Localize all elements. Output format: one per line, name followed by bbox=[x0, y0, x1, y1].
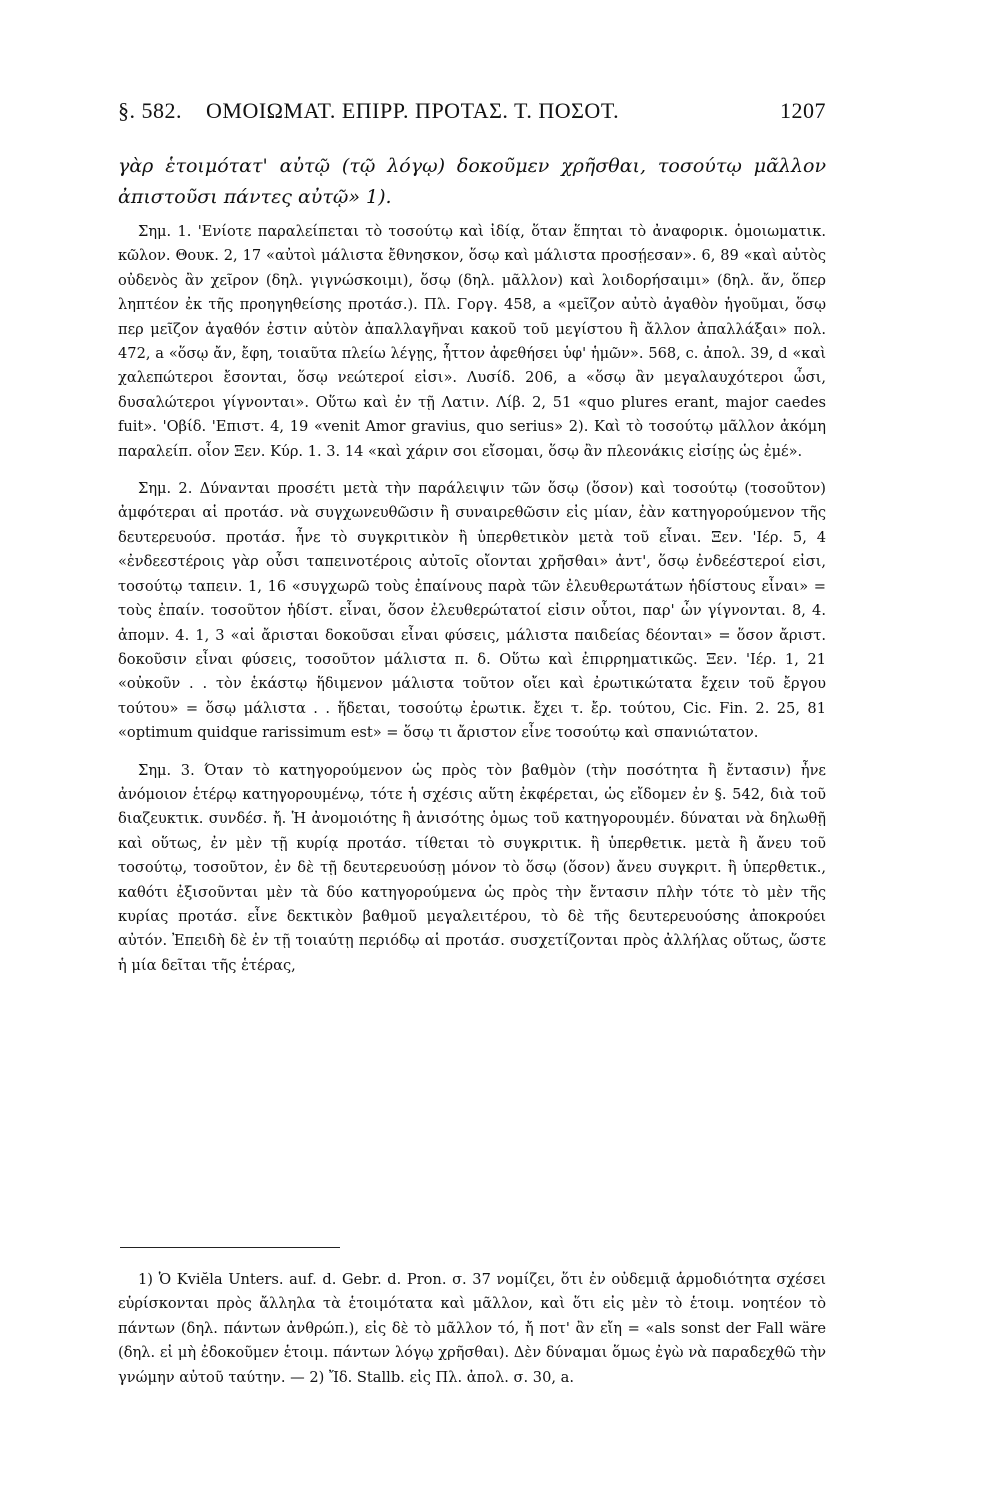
running-title: ΟΜΟΙΩΜΑΤ. ΕΠΙΡΡ. ΠΡΟΤΑΣ. Τ. ΠΟΣΟΤ. bbox=[206, 98, 620, 123]
remark-1: Σημ. 1. 'Ενίοτε παραλείπεται τὸ τοσούτῳ καὶ ἰδίᾳ, ὅταν ἕπηται τὸ ἀναφορικ. ὁμοιωματικ. κῶλον. Θουκ. 2, 17 «αὐτοὶ μάλιστα ἔθνησκον, ὅσῳ καὶ μάλιστα προσῄεσαν». 6, 89 «καὶ αὐτὸς οὐδενὸς ἂν χεῖρον (δηλ. γιγνώσκοιμι), ὅσῳ (δηλ. μᾶλλον) καὶ λοιδορήσαιμι» (δηλ. ἄν, ὅπερ ληπτέον ἐκ τῆς προηγηθείσης προτάσ.). Πλ. Γοργ. 458, a «μεῖζον αὐτὸ ἀγαθὸν ἡγοῦμαι, ὅσῳ περ μεῖζον ἀγαθόν ἐστιν αὐτὸν ἀπαλλαγῆναι κακοῦ τοῦ μεγίστου ἢ ἄλλον ἀπαλλάξαι» πολ. 472, a «ὅσῳ ἄν, ἔφη, τοιαῦτα πλείω λέγῃς, ἧττον ἀφεθήσει ὑφ' ἡμῶν». 568, c. ἀπολ. 39, d «καὶ χαλεπώτεροι ἔσονται, ὅσῳ νεώτεροί εἰσι». Λυσίδ. 206, a «ὅσῳ ἂν μεγαλαυχότεροι ὦσι, δυσαλώτεροι γίγνονται». Οὕτω καὶ ἐν τῇ Λατιν. Λίβ. 2, 51 «quo plures erant, major caedes fuit». 'Οβίδ. 'Επιστ. 4, 19 «venit Amor gravius, quo serius» 2). Καὶ τὸ τοσούτῳ μᾶλλον ἀκόμη παραλείπ. οἷον Ξεν. Κύρ. 1. 3. 14 «καὶ χάριν σοι εἴσομαι, ὅσῳ ἂν πλεονάκις εἰσίῃς ὡς ἐμέ». bbox=[118, 223, 826, 460]
remark-3: Σημ. 3. Όταν τὸ κατηγορούμενον ὡς πρὸς τὸν βαθμὸν (τὴν ποσότητα ἢ ἔντασιν) ἦνε ἀνόμοιον ἑτέρῳ κατηγορουμένῳ, τότε ἡ σχέσις αὕτη ἐκφέρεται, ὡς εἴδομεν ἐν §. 542, διὰ τοῦ διαζευκτικ. συνδέσ. ἤ. Ἡ ἀνομοιότης ἢ ἀνισότης ὁμως τοῦ κατηγορουμέν. δύναται νὰ δηλωθῇ καὶ οὕτως, ἐν μὲν τῇ κυρίᾳ προτάσ. τίθεται τὸ συγκριτικ. ἢ ὑπερθετικ. μετὰ ἢ ἄνευ τοῦ τοσούτῳ, τοσοῦτον, ἐν δὲ τῇ δευτερευούσῃ μόνον τὸ ὅσῳ (ὅσον) ἄνευ συγκριτ. ἢ ὑπερθετικ., καθότι ἐξισοῦνται μὲν τὰ δύο κατηγορούμενα ὡς πρὸς τὴν ἔντασιν πλὴν τότε τὸ μὲν τῆς κυρίας προτάσ. εἶνε δεκτικὸν βαθμοῦ μεγαλειτέρου, τὸ δὲ τῆς δευτερευούσης ἀποκρούει αὐτόν. Ἐπειδὴ δὲ ἐν τῇ τοιαύτῃ περιόδῳ αἱ προτάσ. συσχετίζονται πρὸς ἀλλήλας οὕτως, ὥστε ἡ μία δεῖται τῆς ἑτέρας, bbox=[118, 761, 826, 974]
footnotes: 1) Ὁ Kviĕla Unters. auf. d. Gebr. d. Pron. σ. 37 νομίζει, ὅτι ἐν οὐδεμιᾷ ἁρμοδιότητα σχέσει εὑρίσκονται πρὸς ἄλληλα τὰ ἑτοιμότατα καὶ μᾶλλον, καὶ ὅτι εἰς μὲν τὸ ἑτοιμ. νοητέον τὸ πάντων (δηλ. πάντων ἀνθρώπ.), εἰς δὲ τὸ μᾶλλον τό, ἤ ποτ' ἂν εἴη = «als sonst der Fall wäre (δηλ. εἰ μὴ ἐδοκοῦμεν ἑτοιμ. πάντων λόγῳ χρῆσθαι). Δὲν δύναμαι ὅμως ἐγὼ νὰ παραδεχθῶ τὴν γνώμην αὐτοῦ ταύτην. — 2) Ἴδ. Stallb. εἰς Πλ. ἀπολ. σ. 30, a. bbox=[118, 1271, 826, 1386]
section-number: §. 582. bbox=[118, 98, 182, 123]
main-text bbox=[118, 151, 826, 991]
remark-2: Σημ. 2. Δύνανται προσέτι μετὰ τὴν παράλειψιν τῶν ὅσῳ (ὅσον) καὶ τοσούτῳ (τοσοῦτον) ἀμφότεραι αἱ προτάσ. νὰ συγχωνευθῶσιν ἢ συναιρεθῶσιν εἰς μίαν, ἐὰν κατηγορούμενον τῆς δευτερευούσ. προτάσ. ἦνε τὸ συγκριτικὸν ἢ ὑπερθετικὸν μετὰ τοῦ εἶναι. Ξεν. 'Ιέρ. 5, 4 «ἐνδεεστέροις γὰρ οὖσι ταπεινοτέροις αὐτοῖς οἴονται χρῆσθαι» ἀντ', ὅσῳ ἐνδεέστεροί εἰσι, τοσούτῳ ταπειν. 1, 16 «συγχωρῶ τοὺς ἐπαίνους παρὰ τῶν ἐλευθερωτάτων ἡδίστους εἶναι» = τοὺς ἐπαίν. τοσοῦτον ἡδίστ. εἶναι, ὅσον ἐλευθερώτατοί εἰσιν οὗτοι, παρ' ὧν γίγνονται. 8, 4. ἀπομν. 4. 1, 3 «αἱ ἄρισται δοκοῦσαι εἶναι φύσεις, μάλιστα παιδείας δέονται» = ὅσον ἄριστ. δοκοῦσιν εἶναι φύσεις, τοσοῦτον μάλιστα π. δ. Οὕτω καὶ ἐπιρρηματικῶς. Ξεν. 'Ιέρ. 1, 21 «οὐκοῦν . . τὸν ἑκάστῳ ἥδιμενον μάλιστα τοῦτον οἴει καὶ ἐρωτικώτατα ἔχειν τοῦ ἔργου τούτου» = ὅσῳ μάλιστα . . ἥδεται, τοσούτῳ ἐρωτικ. ἔχει τ. ἔρ. τούτου, Cic. Fin. 2. 25, 81 «optimum quidque rarissimum est» = ὅσῳ τι ἄριστον εἶνε τοσούτῳ καὶ σπανιώτατον. bbox=[118, 480, 826, 742]
continued-quotation: γὰρ ἑτοιμότατ' αὐτῷ (τῷ λόγῳ) δοκοῦμεν χρῆσθαι, τοσούτῳ μᾶλλον ἀπιστοῦσι πάντες αὐτῷ» 1). bbox=[118, 155, 826, 208]
page-number: 1207 bbox=[780, 98, 826, 123]
running-header bbox=[118, 98, 826, 134]
footnote-divider bbox=[120, 1247, 340, 1248]
